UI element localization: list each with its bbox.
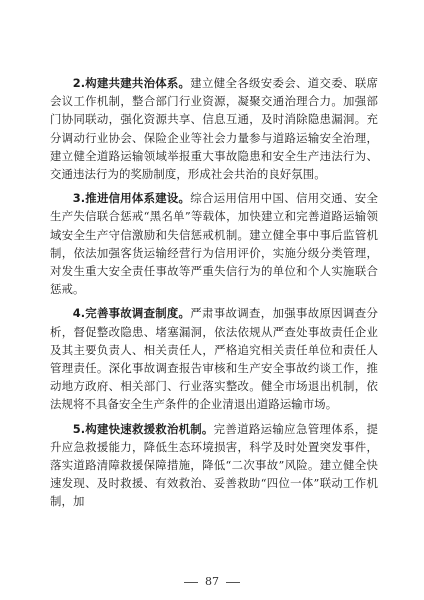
paragraph-body: 完善道路运输应急管理体系，提升应急救援能力，降低生态环境损害，科学及时处置突发事件，落实道路清障救援保障措施，降低“二次事故”风险。建立健全快速发现、及时救援、有效救治、妥善救助“四位一体”联动工作机制，加 — [50, 421, 378, 509]
paragraph-shared-governance — [50, 74, 378, 183]
footer-dash-left — [184, 582, 198, 583]
document-page — [50, 74, 378, 517]
page-footer — [0, 575, 424, 588]
paragraph-heading: 3.推进信用体系建设。 — [72, 191, 191, 206]
paragraph-body: 严肃事故调查，加强事故原因调查分析，督促整改隐患、堵塞漏洞，依法依规从严查处事故责任企业及其主要负责人、相关责任人，严格追究相关责任单位和责任人管理责任。深化事故调查报告审核和生产安全事故约谈工作，推动地方政府、相关部门、行业落实整改。健全市场退出机制，依法规将不具备安全生产条件的企业清退出道路运输市场。 — [50, 306, 378, 412]
footer-dash-right — [226, 582, 240, 583]
paragraph-body: 建立健全各级安委会、道交委、联席会议工作机制，整合部门行业资源，凝聚交通治理合力。加强部门协同联动，强化资源共享、信息互通，及时消除隐患漏洞。充分调动行业协会、保险企业等社会力量参与道路运输安全治理，建立健全道路运输领域举报重大事故隐患和安全生产违法行为、交通违法行为的奖励制度，形成社会共治的良好氛围。 — [50, 76, 378, 182]
page-number: 87 — [205, 575, 219, 588]
paragraph-accident-investigation — [50, 304, 378, 413]
paragraph-heading: 2.构建共建共治体系。 — [72, 76, 191, 90]
paragraph-heading: 5.构建快速救援救治机制。 — [72, 421, 214, 436]
paragraph-heading: 4.完善事故调查制度。 — [72, 306, 191, 321]
paragraph-rescue-mechanism — [50, 420, 378, 511]
paragraph-credit-system — [50, 189, 378, 298]
paragraph-body: 综合运用信用中国、信用交通、安全生产失信联合惩戒“黑名单”等载体，加快建立和完善道路运输领域安全生产守信激励和失信惩戒机制。建立健全事中事后监管机制，依法加强客货运输经营行为信用评价，实施分级分类管理，对发生重大安全责任事故等严重失信行为的单位和个人实施联合惩戒。 — [50, 191, 378, 297]
